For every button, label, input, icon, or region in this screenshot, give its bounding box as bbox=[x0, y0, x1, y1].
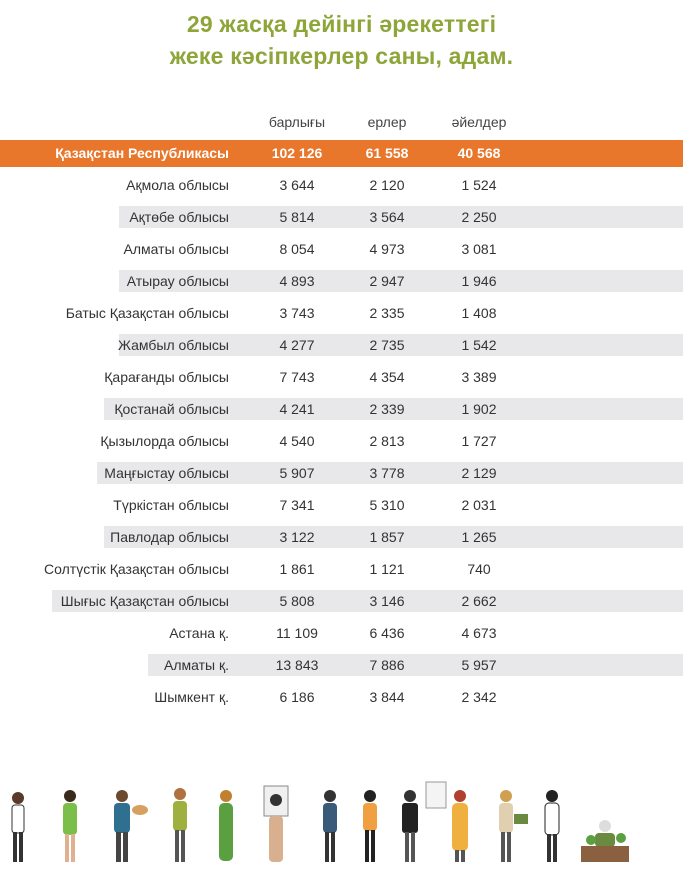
region-label: Ақмола облысы bbox=[126, 177, 229, 193]
page-title bbox=[0, 8, 683, 72]
value-all: 4 893 bbox=[279, 273, 315, 289]
value-women: 2 129 bbox=[461, 465, 497, 481]
table-row bbox=[0, 622, 683, 644]
value-all: 11 109 bbox=[276, 625, 318, 641]
table-row bbox=[0, 238, 683, 260]
table-row bbox=[0, 270, 683, 292]
table-row bbox=[0, 526, 683, 548]
table-row bbox=[0, 302, 683, 324]
value-all: 5 808 bbox=[279, 593, 315, 609]
region-label: Қарағанды облысы bbox=[104, 369, 229, 385]
value-women: 1 946 bbox=[461, 273, 497, 289]
table-row bbox=[0, 334, 683, 356]
value-men: 2 813 bbox=[369, 433, 405, 449]
value-all: 1 861 bbox=[279, 561, 315, 577]
value-women: 2 250 bbox=[461, 209, 497, 225]
table-row bbox=[0, 494, 683, 516]
value-all: 3 743 bbox=[279, 305, 315, 321]
value-women: 1 408 bbox=[461, 305, 497, 321]
value-women: 5 957 bbox=[461, 657, 497, 673]
value-all: 7 743 bbox=[279, 369, 315, 385]
title-line-1: 29 жасқа дейінгі әрекеттегі bbox=[186, 11, 497, 37]
region-label: Шығыс Қазақстан облысы bbox=[60, 593, 229, 609]
value-all: 13 843 bbox=[275, 657, 319, 673]
value-all: 3 644 bbox=[279, 177, 315, 193]
person-figures-decoration bbox=[12, 782, 629, 862]
value-men: 3 844 bbox=[369, 689, 405, 705]
total-women: 40 568 bbox=[457, 145, 501, 161]
table-row bbox=[0, 174, 683, 196]
table-row bbox=[0, 366, 683, 388]
table-row bbox=[0, 430, 683, 452]
region-label: Алматы облысы bbox=[123, 241, 229, 257]
region-label: Астана қ. bbox=[169, 625, 229, 641]
value-all: 5 814 bbox=[279, 209, 315, 225]
value-all: 3 122 bbox=[279, 529, 315, 545]
region-label: Шымкент қ. bbox=[154, 689, 229, 705]
column-header-women: әйелдер bbox=[451, 114, 507, 130]
value-women: 1 902 bbox=[461, 401, 497, 417]
table-row bbox=[0, 654, 683, 676]
region-label: Жамбыл облысы bbox=[118, 337, 229, 353]
region-label: Қызылорда облысы bbox=[100, 433, 229, 449]
title-line-2: жеке кәсіпкерлер саны, адам. bbox=[169, 43, 514, 69]
value-women: 1 524 bbox=[461, 177, 497, 193]
table-row bbox=[0, 462, 683, 484]
value-men: 4 973 bbox=[369, 241, 405, 257]
region-label: Солтүстік Қазақстан облысы bbox=[44, 561, 229, 577]
region-label: Алматы қ. bbox=[164, 657, 229, 673]
value-women: 4 673 bbox=[461, 625, 497, 641]
people-illustration bbox=[0, 770, 683, 870]
region-label: Маңғыстау облысы bbox=[104, 465, 229, 481]
value-men: 7 886 bbox=[369, 657, 405, 673]
region-label: Павлодар облысы bbox=[110, 529, 229, 545]
region-label: Батыс Қазақстан облысы bbox=[65, 305, 229, 321]
value-men: 3 146 bbox=[369, 593, 405, 609]
value-women: 1 542 bbox=[461, 337, 497, 353]
table-row bbox=[0, 590, 683, 612]
value-women: 2 342 bbox=[461, 689, 497, 705]
value-all: 6 186 bbox=[279, 689, 315, 705]
value-women: 1 265 bbox=[461, 529, 497, 545]
table-row bbox=[0, 398, 683, 420]
value-men: 5 310 bbox=[369, 497, 405, 513]
value-women: 1 727 bbox=[461, 433, 497, 449]
value-women: 3 389 bbox=[461, 369, 497, 385]
column-header-all: барлығы bbox=[268, 114, 326, 130]
table-row bbox=[0, 558, 683, 580]
value-men: 3 778 bbox=[369, 465, 405, 481]
region-label: Түркістан облысы bbox=[113, 497, 229, 513]
total-men: 61 558 bbox=[365, 145, 409, 161]
total-all: 102 126 bbox=[271, 145, 323, 161]
value-all: 4 277 bbox=[279, 337, 315, 353]
column-header-men: ерлер bbox=[367, 114, 407, 130]
total-label: Қазақстан Республикасы bbox=[55, 145, 229, 161]
region-label: Қостанай облысы bbox=[114, 401, 229, 417]
region-label: Атырау облысы bbox=[126, 273, 229, 289]
value-men: 2 735 bbox=[369, 337, 405, 353]
value-all: 4 540 bbox=[279, 433, 315, 449]
value-men: 2 947 bbox=[369, 273, 405, 289]
value-men: 2 339 bbox=[369, 401, 405, 417]
value-women: 2 031 bbox=[461, 497, 497, 513]
value-men: 1 857 bbox=[369, 529, 405, 545]
value-women: 740 bbox=[467, 561, 491, 577]
value-men: 3 564 bbox=[369, 209, 405, 225]
total-row bbox=[0, 140, 683, 167]
value-men: 6 436 bbox=[369, 625, 405, 641]
value-all: 8 054 bbox=[279, 241, 315, 257]
value-women: 2 662 bbox=[461, 593, 497, 609]
value-men: 2 335 bbox=[369, 305, 405, 321]
region-label: Ақтөбе облысы bbox=[129, 209, 229, 225]
value-men: 4 354 bbox=[369, 369, 405, 385]
value-all: 7 341 bbox=[279, 497, 315, 513]
value-all: 4 241 bbox=[279, 401, 315, 417]
table-row bbox=[0, 206, 683, 228]
value-men: 2 120 bbox=[369, 177, 405, 193]
table-row bbox=[0, 686, 683, 708]
value-men: 1 121 bbox=[369, 561, 405, 577]
value-women: 3 081 bbox=[461, 241, 497, 257]
value-all: 5 907 bbox=[279, 465, 315, 481]
